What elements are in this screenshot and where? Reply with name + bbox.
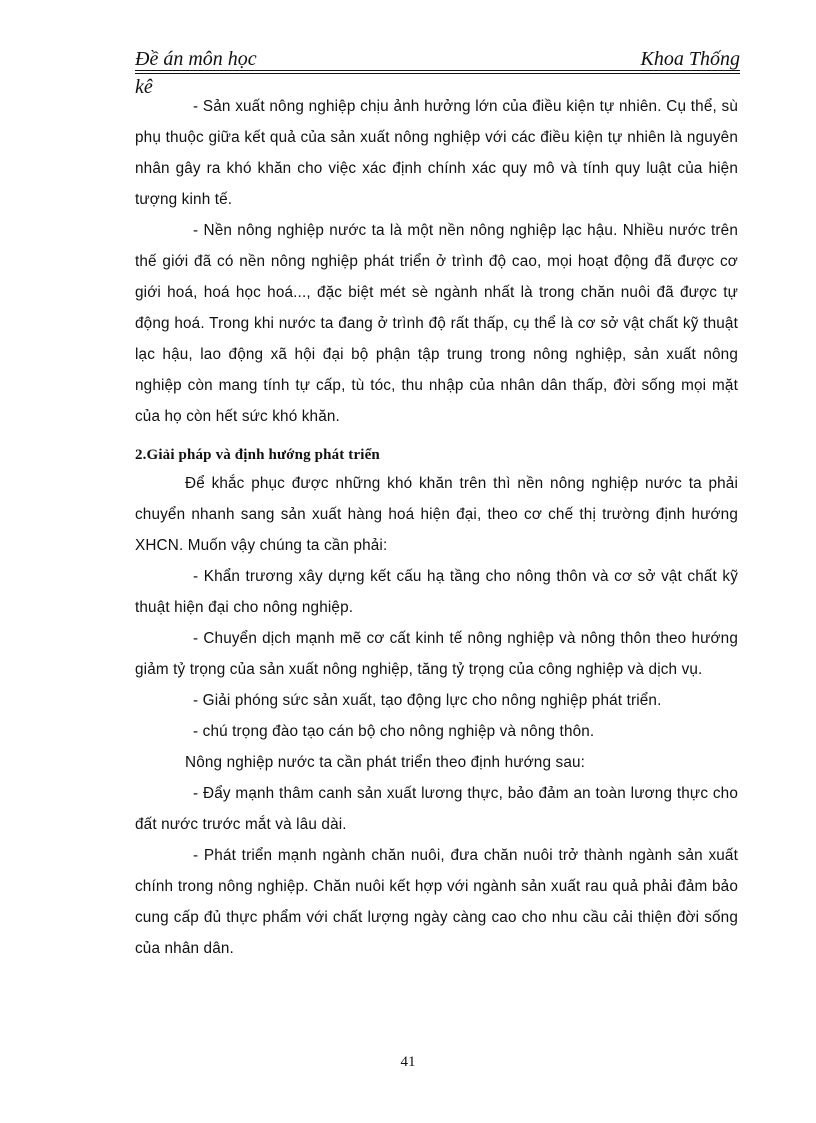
header-rule	[135, 70, 740, 71]
paragraph-restructuring: - Chuyển dịch mạnh mẽ cơ cất kinh tế nông nghiệp và nông thôn theo hướng giảm tỷ trọng của sản xuất nông nghiệp, tăng tỷ trọng của công nghiệp và dịch vụ.	[135, 630, 738, 678]
paragraph-solutions-intro: Để khắc phục được những khó khăn trên thì nền nông nghiệp nước ta phải chuyển nhanh sang sản xuất hàng hoá hiện đại, theo cơ chế thị trường định hướng XHCN. Muốn vậy chúng ta cần phải:	[135, 475, 738, 554]
document-body	[135, 91, 738, 964]
section-title: 2.Giải pháp và định hướng phát triển	[135, 447, 380, 463]
paragraph-backward-agriculture: - Nền nông nghiệp nước ta là một nền nông nghiệp lạc hậu. Nhiều nước trên thế giới đã có nền nông nghiệp phát triển ở trình độ cao, mọi hoạt động đã được cơ giới hoá, hoá học hoá..., đặc biệt mét sè ngành nhất là trong chăn nuôi đã được tự động hoá. Trong khi nước ta đang ở trình độ rất thấp, cụ thể là cơ sở vật chất kỹ thuật lạc hậu, lao động xã hội đại bộ phận tập trung trong nông nghiệp, sản xuất nông nghiệp còn mang tính tự cấp, tù tóc, thu nhập của nhân dân thấp, đời sống mọi mặt của họ còn hết sức khó khăn.	[135, 222, 738, 425]
header-course-title: Đề án môn học	[135, 48, 257, 70]
header-faculty-continued: kê	[135, 76, 153, 98]
paragraph-livestock: - Phát triển mạnh ngành chăn nuôi, đưa chăn nuôi trở thành ngành sản xuất chính trong nông nghiệp. Chăn nuôi kết hợp với ngành sản xuất rau quả phải đảm bảo cung cấp đủ thực phẩm với chất lượng ngày càng cao cho nhu cầu cải thiện đời sống của nhân dân.	[135, 847, 738, 957]
paragraph-training: - chú trọng đào tạo cán bộ cho nông nghiệp và nông thôn.	[193, 723, 595, 740]
header-faculty: Khoa Thống	[640, 48, 740, 70]
paragraph-production-forces: - Giải phóng sức sản xuất, tạo động lực cho nông nghiệp phát triển.	[193, 692, 662, 709]
paragraph-infrastructure: - Khẩn trương xây dựng kết cấu hạ tầng cho nông thôn và cơ sở vật chất kỹ thuật hiện đại cho nông nghiệp.	[135, 568, 738, 616]
paragraph-food-security: - Đẩy mạnh thâm canh sản xuất lương thực, bảo đảm an toàn lương thực cho đất nước trước mắt và lâu dài.	[135, 785, 738, 833]
page-header	[135, 48, 740, 72]
page-number: 41	[400, 1054, 416, 1070]
header-rule-double	[135, 73, 740, 74]
paragraph-directions-intro: Nông nghiệp nước ta cần phát triển theo định hướng sau:	[185, 754, 586, 771]
paragraph-natural-conditions: - Sản xuất nông nghiệp chịu ảnh hưởng lớn của điều kiện tự nhiên. Cụ thể, sù phụ thuộc giữa kết quả của sản xuất nông nghiệp với các điều kiện tự nhiên là nguyên nhân gây ra khó khăn cho việc xác định chính xác quy mô và tính quy luật của hiện tượng kinh tế.	[135, 98, 738, 208]
